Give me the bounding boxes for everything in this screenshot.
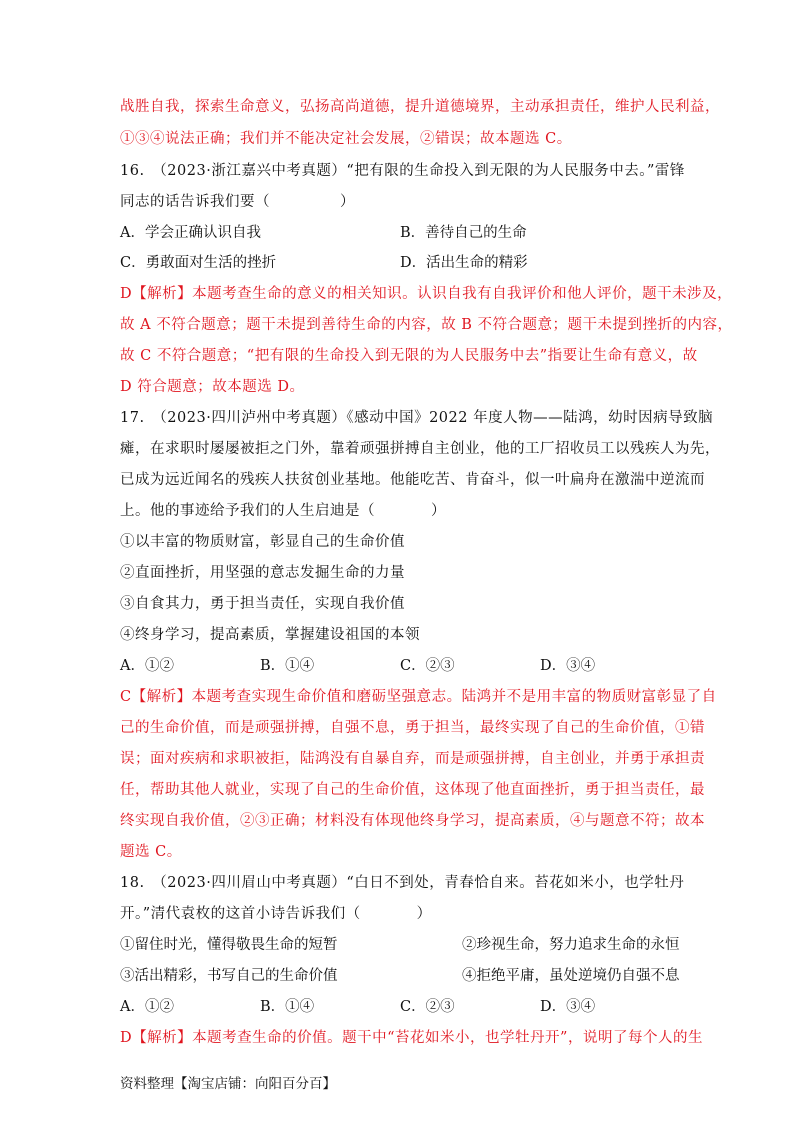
q17-analysis-line-2: 己的生命价值，而是顽强拼搏，自强不息，勇于担当，最终实现了自己的生命价值，①错 (120, 720, 705, 736)
q18-option-a: A．①② (120, 999, 174, 1015)
q17-option-a: A．①② (120, 658, 174, 674)
q17-analysis-line-5: 终实现自我价值，②③正确；材料没有体现他终身学习，提高素质，④与题意不符；故本 (120, 813, 705, 829)
q18-analysis-line-1: D【解析】本题考查生命的价值。题干中“苔花如米小，也学牡丹开”，说明了每个人的生 (120, 1030, 703, 1046)
q17-stem-line-2: 瘫，在求职时屡屡被拒之门外，靠着顽强拼搏自主创业，他的工厂招收员工以残疾人为先， (120, 441, 720, 457)
q17-item-4: ④终身学习，提高素质，掌握建设祖国的本领 (120, 627, 420, 643)
q17-analysis-line-4: 任，帮助其他人就业，实现了自己的生命价值，这体现了他直面挫折，勇于担当责任，最 (120, 782, 705, 798)
q16-close-paren: ） (340, 194, 355, 210)
q16-option-c: C．勇敢面对生活的挫折 (120, 255, 277, 271)
q16-stem-text: 同志的话告诉我们要（ (120, 194, 270, 210)
q17-option-c: C．②③ (400, 658, 455, 674)
intro-line-1: 战胜自我，探索生命意义，弘扬高尚道德，提升道德境界，主动承担责任，维护人民利益， (120, 99, 720, 115)
q17-stem-line-4 (120, 501, 446, 521)
q17-stem-text: 上。他的事迹给予我们的人生启迪是（ (120, 503, 375, 519)
q17-item-2: ②直面挫折，用坚强的意志发掘生命的力量 (120, 565, 405, 581)
q17-close-paren: ） (431, 503, 446, 519)
q17-item-3: ③自食其力，勇于担当责任，实现自我价值 (120, 596, 405, 612)
q17-item-1: ①以丰富的物质财富，彰显自己的生命价值 (120, 534, 405, 550)
q18-item-4: ④拒绝平庸，虽处逆境仍自强不息 (462, 968, 680, 984)
q18-item-2: ②珍视生命，努力追求生命的永恒 (462, 937, 680, 953)
intro-line-2: ①③④说法正确；我们并不能决定社会发展，②错误；故本题选 C。 (120, 131, 572, 147)
q16-stem-line-1: 16. （2023·浙江嘉兴中考真题）“把有限的生命投入到无限的为人民服务中去。”雷锋 (120, 163, 685, 179)
q17-stem-line-1: 17. （2023·四川泸州中考真题）《感动中国》2022 年度人物——陆鸿，幼时因病导致脑 (120, 410, 714, 426)
q17-option-d: D．③④ (540, 658, 596, 674)
q18-option-d: D．③④ (540, 999, 596, 1015)
q16-analysis-line-2: 故 A 不符合题意；题干未提到善待生命的内容，故 B 不符合题意；题干未提到挫折的内容， (120, 317, 733, 333)
q16-analysis-line-3: 故 C 不符合题意；“把有限的生命投入到无限的为人民服务中去”指要让生命有意义，故 (120, 348, 698, 364)
q17-option-b: B．①④ (260, 658, 315, 674)
q17-stem-line-3: 已成为远近闻名的残疾人扶贫创业基地。他能吃苦、肯奋斗，似一叶扁舟在激湍中逆流而 (120, 472, 705, 488)
q18-option-b: B．①④ (260, 999, 315, 1015)
q16-analysis-line-4: D 符合题意；故本题选 D。 (120, 379, 305, 395)
q18-close-paren: ） (416, 906, 432, 922)
q18-option-c: C．②③ (400, 999, 455, 1015)
q16-option-b: B．善待自己的生命 (400, 225, 527, 241)
q18-item-1: ①留住时光，懂得敬畏生命的短暂 (120, 937, 338, 953)
q16-option-d: D．活出生命的精彩 (400, 255, 528, 271)
q18-stem-line-2 (120, 904, 432, 924)
q16-analysis-line-1: D【解析】本题考查生命的意义的相关知识。认识自我有自我评价和他人评价，题干未涉及， (120, 286, 733, 302)
q18-stem-line-1: 18. （2023·四川眉山中考真题）“白日不到处，青春恰自来。苔花如米小，也学牡丹 (120, 875, 685, 891)
q18-stem-text: 开。”清代袁枚的这首小诗告诉我们（ (120, 906, 361, 922)
q17-analysis-line-6: 题选 C。 (120, 844, 182, 860)
q17-analysis-line-3: 误；面对疾病和求职被拒，陆鸿没有自暴自弃，而是顽强拼搏，自主创业，并勇于承担责 (120, 751, 705, 767)
q17-analysis-line-1: C【解析】本题考查实现生命价值和磨砺坚强意志。陆鸿并不是用丰富的物质财富彰显了自 (120, 689, 717, 705)
q16-option-a: A．学会正确认识自我 (120, 225, 261, 241)
q18-item-3: ③活出精彩，书写自己的生命价值 (120, 968, 338, 984)
page-footer: 资料整理【淘宝店铺：向阳百分百】 (120, 1076, 336, 1092)
q16-stem-line-2 (120, 192, 355, 212)
